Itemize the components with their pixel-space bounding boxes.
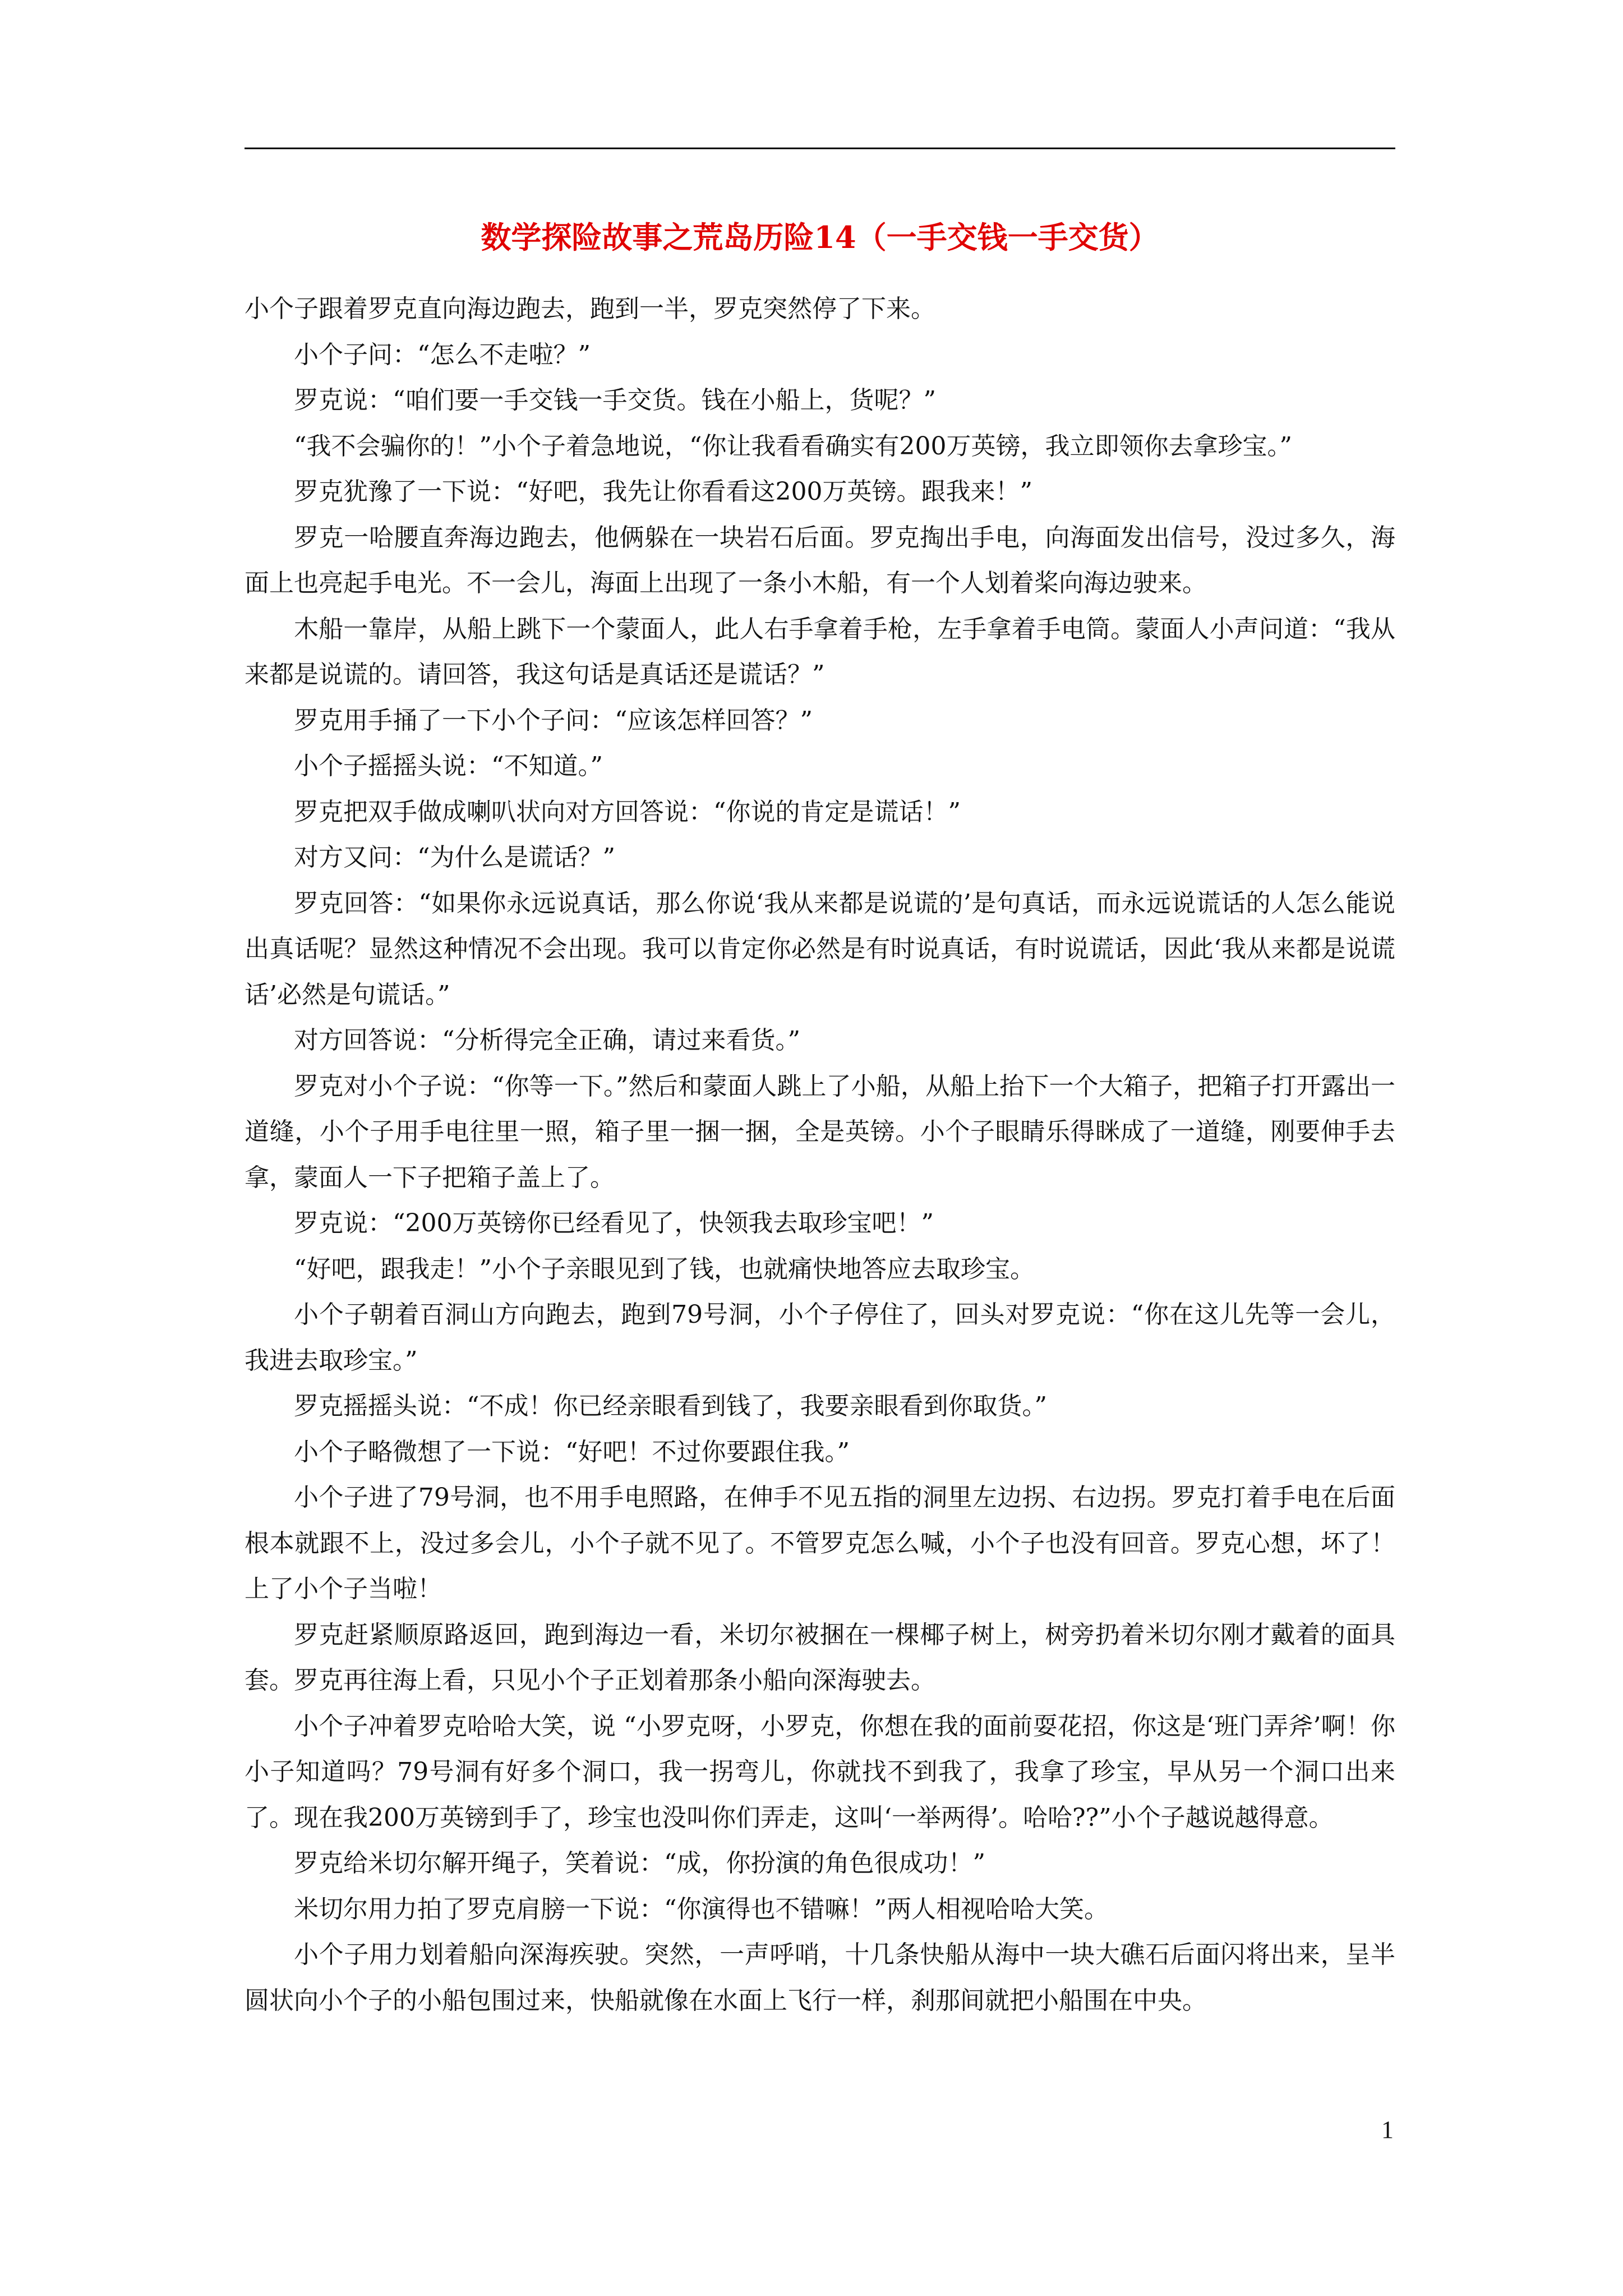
paragraph: 小个子略微想了一下说：“好吧！不过你要跟住我。” — [294, 1437, 850, 1466]
paragraph: 小个子朝着百洞山方向跑去，跑到79号洞，小个子停住了，回头对罗克说：“你在这儿先等一会儿，我进去取珍宝。” — [245, 1300, 1395, 1375]
paragraph: 小个子跟着罗克直向海边跑去，跑到一半，罗克突然停了下来。 — [245, 295, 935, 323]
paragraph: 罗克犹豫了一下说：“好吧，我先让你看看这200万英镑。跟我来！” — [294, 477, 1032, 506]
paragraph: 对方回答说：“分析得完全正确，请过来看货。” — [294, 1026, 800, 1055]
paragraph: 罗克对小个子说：“你等一下。”然后和蒙面人跳上了小船，从船上抬下一个大箱子，把箱子打开露出一道缝，小个子用手电往里一照，箱子里一捆一捆，全是英镑。小个子眼睛乐得眯成了一道缝，刚要伸手去拿，蒙面人一下子把箱子盖上了。 — [245, 1071, 1395, 1192]
header-rule — [245, 148, 1395, 149]
paragraph: 小个子冲着罗克哈哈大笑，说 “小罗克呀，小罗克，你想在我的面前耍花招，你这是‘班门弄斧’啊！你小子知道吗？79号洞有好多个洞口，我一拐弯儿，你就找不到我了，我拿了珍宝，早从另一个洞口出来了。现在我200万英镑到手了，珍宝也没叫你们弄走，这叫‘一举两得’。哈哈??”小个子越说越得意。 — [245, 1711, 1395, 1832]
paragraph: 对方又问：“为什么是谎话？” — [294, 843, 615, 872]
paragraph: 米切尔用力拍了罗克肩膀一下说：“你演得也不错嘛！”两人相视哈哈大笑。 — [294, 1894, 1109, 1924]
paragraph: 罗克给米切尔解开绳子，笑着说：“成，你扮演的角色很成功！” — [294, 1849, 985, 1878]
paragraph: 罗克摇摇头说：“不成！你已经亲眼看到钱了，我要亲眼看到你取货。” — [294, 1392, 1047, 1420]
paragraph: 罗克把双手做成喇叭状向对方回答说：“你说的肯定是谎话！” — [294, 797, 961, 826]
paragraph: 小个子进了79号洞，也不用手电照路，在伸手不见五指的洞里左边拐、右边拐。罗克打着手电在后面根本就跟不上，没过多会儿，小个子就不见了。不管罗克怎么喊，小个子也没有回音。罗克心想，坏了！上了小个子当啦！ — [245, 1483, 1395, 1603]
paragraph: 罗克说：“咱们要一手交钱一手交货。钱在小船上，货呢？” — [294, 386, 936, 415]
paragraph: 罗克说：“200万英镑你已经看见了，快领我去取珍宝吧！” — [294, 1209, 934, 1237]
paragraph: 小个子用力划着船向深海疾驶。突然，一声呼哨，十几条快船从海中一块大礁石后面闪将出来，呈半圆状向小个子的小船包围过来，快船就像在水面上飞行一样，刹那间就把小船围在中央。 — [245, 1940, 1395, 2015]
paragraph: 罗克一哈腰直奔海边跑去，他俩躲在一块岩石后面。罗克掏出手电，向海面发出信号，没过多久，海面上也亮起手电光。不一会儿，海面上出现了一条小木船，有一个人划着桨向海边驶来。 — [245, 523, 1395, 597]
paragraph: “我不会骗你的！”小个子着急地说，“你让我看看确实有200万英镑，我立即领你去拿珍宝。” — [294, 431, 1292, 461]
paragraph: “好吧，跟我走！”小个子亲眼见到了钱，也就痛快地答应去取珍宝。 — [294, 1254, 1035, 1283]
page-number: 1 — [1381, 2116, 1394, 2143]
paragraph: 罗克赶紧顺原路返回，跑到海边一看，米切尔被捆在一棵椰子树上，树旁扔着米切尔刚才戴着的面具套。罗克再往海上看，只见小个子正划着那条小船向深海驶去。 — [245, 1620, 1395, 1695]
paragraph: 小个子问：“怎么不走啦？” — [294, 340, 591, 369]
paragraph: 罗克用手捅了一下小个子问：“应该怎样回答？” — [294, 706, 813, 735]
paragraph: 小个子摇摇头说：“不知道。” — [294, 752, 603, 780]
paragraph: 木船一靠岸，从船上跳下一个蒙面人，此人右手拿着手枪，左手拿着手电筒。蒙面人小声问道：“我从来都是说谎的。请回答，我这句话是真话还是谎话？” — [245, 614, 1395, 689]
document-body — [245, 286, 1395, 2023]
paragraph: 罗克回答：“如果你永远说真话，那么你说‘我从来都是说谎的’是句真话，而永远说谎话的人怎么能说出真话呢？显然这种情况不会出现。我可以肯定你必然是有时说真话，有时说谎话，因此‘我从来都是说谎话’必然是句谎话。” — [245, 889, 1395, 1009]
document-title: 数学探险故事之荒岛历险14（一手交钱一手交货） — [481, 219, 1159, 255]
